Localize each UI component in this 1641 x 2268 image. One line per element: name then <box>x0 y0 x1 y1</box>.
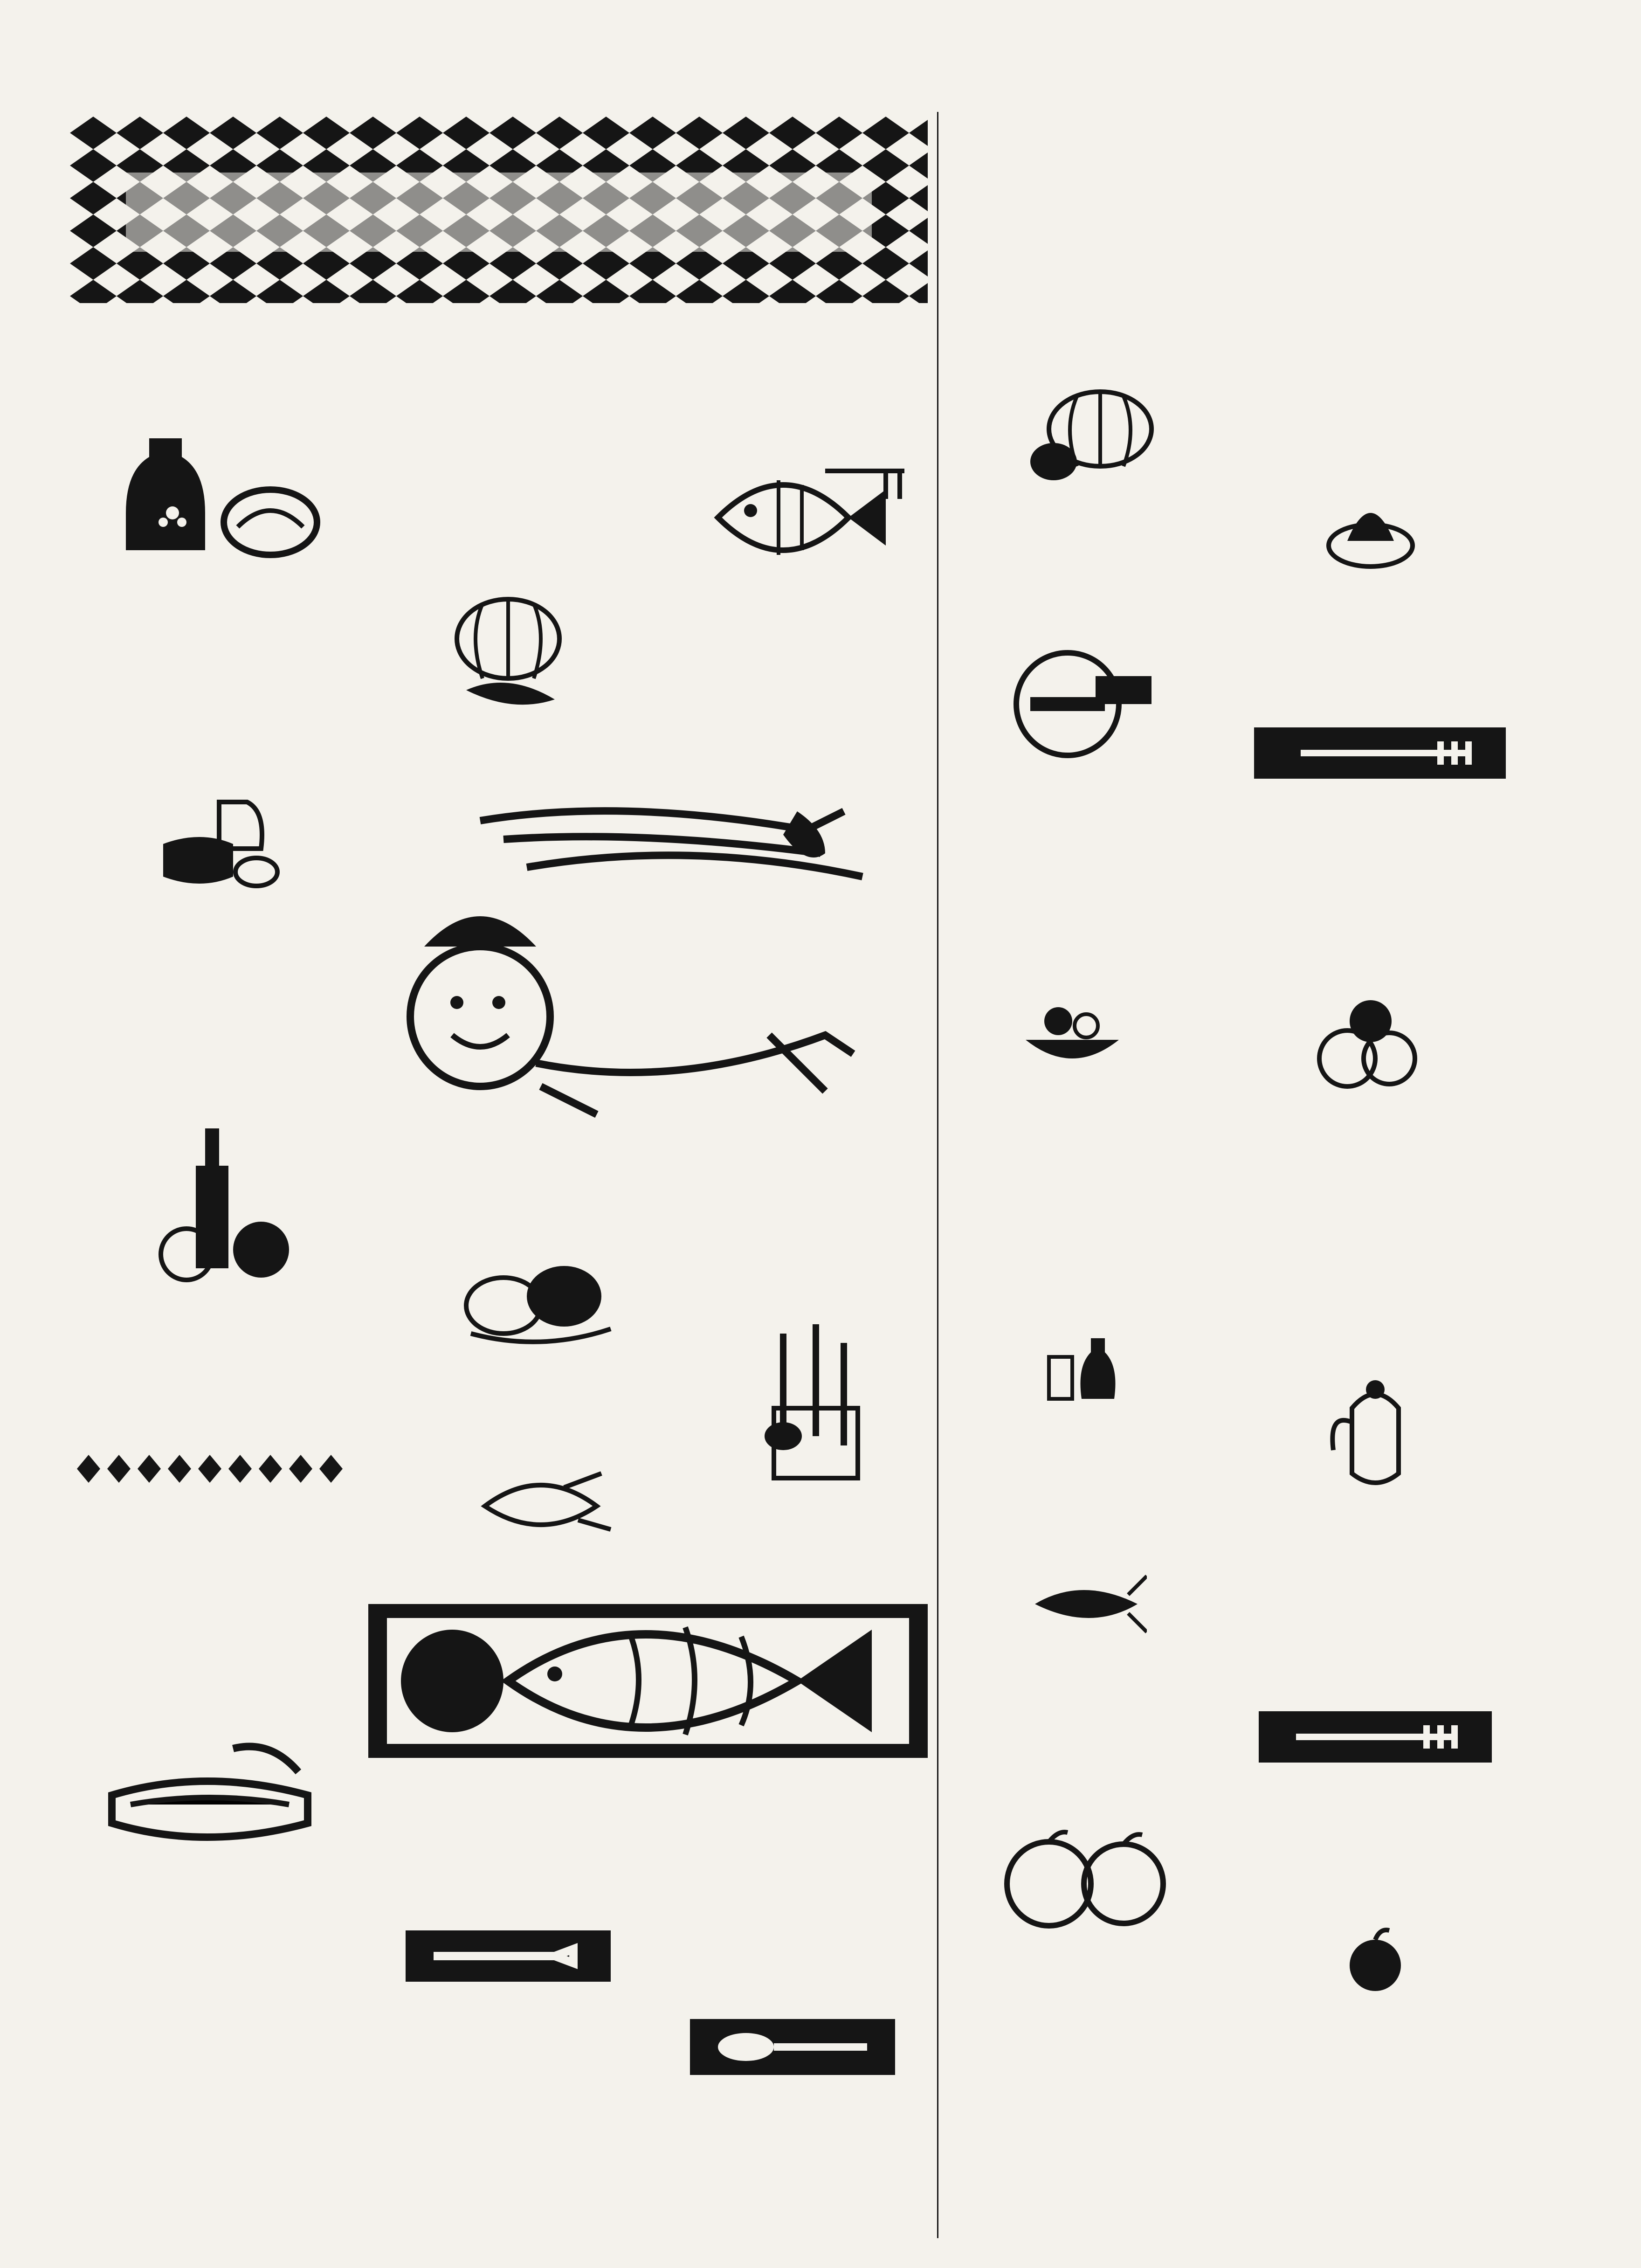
alho-col2b <box>657 2084 937 2087</box>
coffee-pot-illustration <box>1324 1371 1427 1511</box>
glass-and-decanter-illustration <box>1040 1320 1124 1404</box>
column-divider <box>937 112 938 2238</box>
ovas-diamond-border <box>75 1450 364 1487</box>
alho-col2 <box>657 1832 937 1835</box>
sardine-tin-illustration <box>103 1735 317 1860</box>
roast-chicken-illustration <box>1319 476 1422 578</box>
receitas-col1b <box>368 1348 648 1352</box>
fork-panel-illustration-2 <box>1259 1711 1492 1763</box>
sausages-illustration <box>1002 639 1170 760</box>
kitchen-utensils-illustration <box>746 1315 876 1492</box>
ovas-body2 <box>79 1884 359 1887</box>
bottle-and-fruit-illustration <box>159 1119 298 1287</box>
jug-and-bread-illustration <box>121 420 326 560</box>
breakfast-col1-body <box>79 578 359 581</box>
knife-illustration <box>406 1930 611 1982</box>
cheese-and-jug-illustration <box>149 783 289 895</box>
pumpkin-illustration <box>438 588 578 713</box>
lobster-illustration <box>1026 1567 1147 1641</box>
pumpkin-lemon-illustration <box>1026 382 1165 485</box>
alho-col1b <box>368 1996 648 1998</box>
apple-illustration <box>1343 1926 1408 1996</box>
breakfast-col2-body <box>368 373 648 376</box>
fish-decorative-panel <box>368 1604 928 1758</box>
fork-panel-illustration <box>1254 727 1506 779</box>
breakfast-col2-body2 <box>368 732 648 735</box>
receitas-banner-illustration <box>387 793 928 1119</box>
breakfast-col3-body <box>657 373 937 376</box>
spoon-illustration <box>690 2019 895 2075</box>
sabe-left-column <box>942 196 1231 943</box>
saiba-comer-banner-pattern <box>70 117 928 303</box>
vegetables-illustration <box>462 1254 615 1348</box>
alho-col1 <box>368 1832 648 1835</box>
receitas-col2 <box>657 1128 937 1133</box>
receitas-col1c <box>368 1562 648 1565</box>
chicken-dish-illustration <box>471 1464 620 1548</box>
nuts-bowl-illustration <box>1016 993 1128 1086</box>
breakfast-col1-intro <box>79 373 359 376</box>
receitas-col2b <box>657 1506 937 1509</box>
breakfast-col1-body2 <box>79 912 359 914</box>
breakfast-col1-body3 <box>79 1306 359 1308</box>
fish-on-fork-illustration <box>709 452 914 583</box>
ovas-body1 <box>79 1609 359 1611</box>
breakfast-col3-body2 <box>657 602 937 604</box>
fruit-cluster-illustration <box>1305 984 1436 1096</box>
apples-illustration <box>1002 1828 1170 1930</box>
receitas-col1 <box>368 1128 648 1133</box>
